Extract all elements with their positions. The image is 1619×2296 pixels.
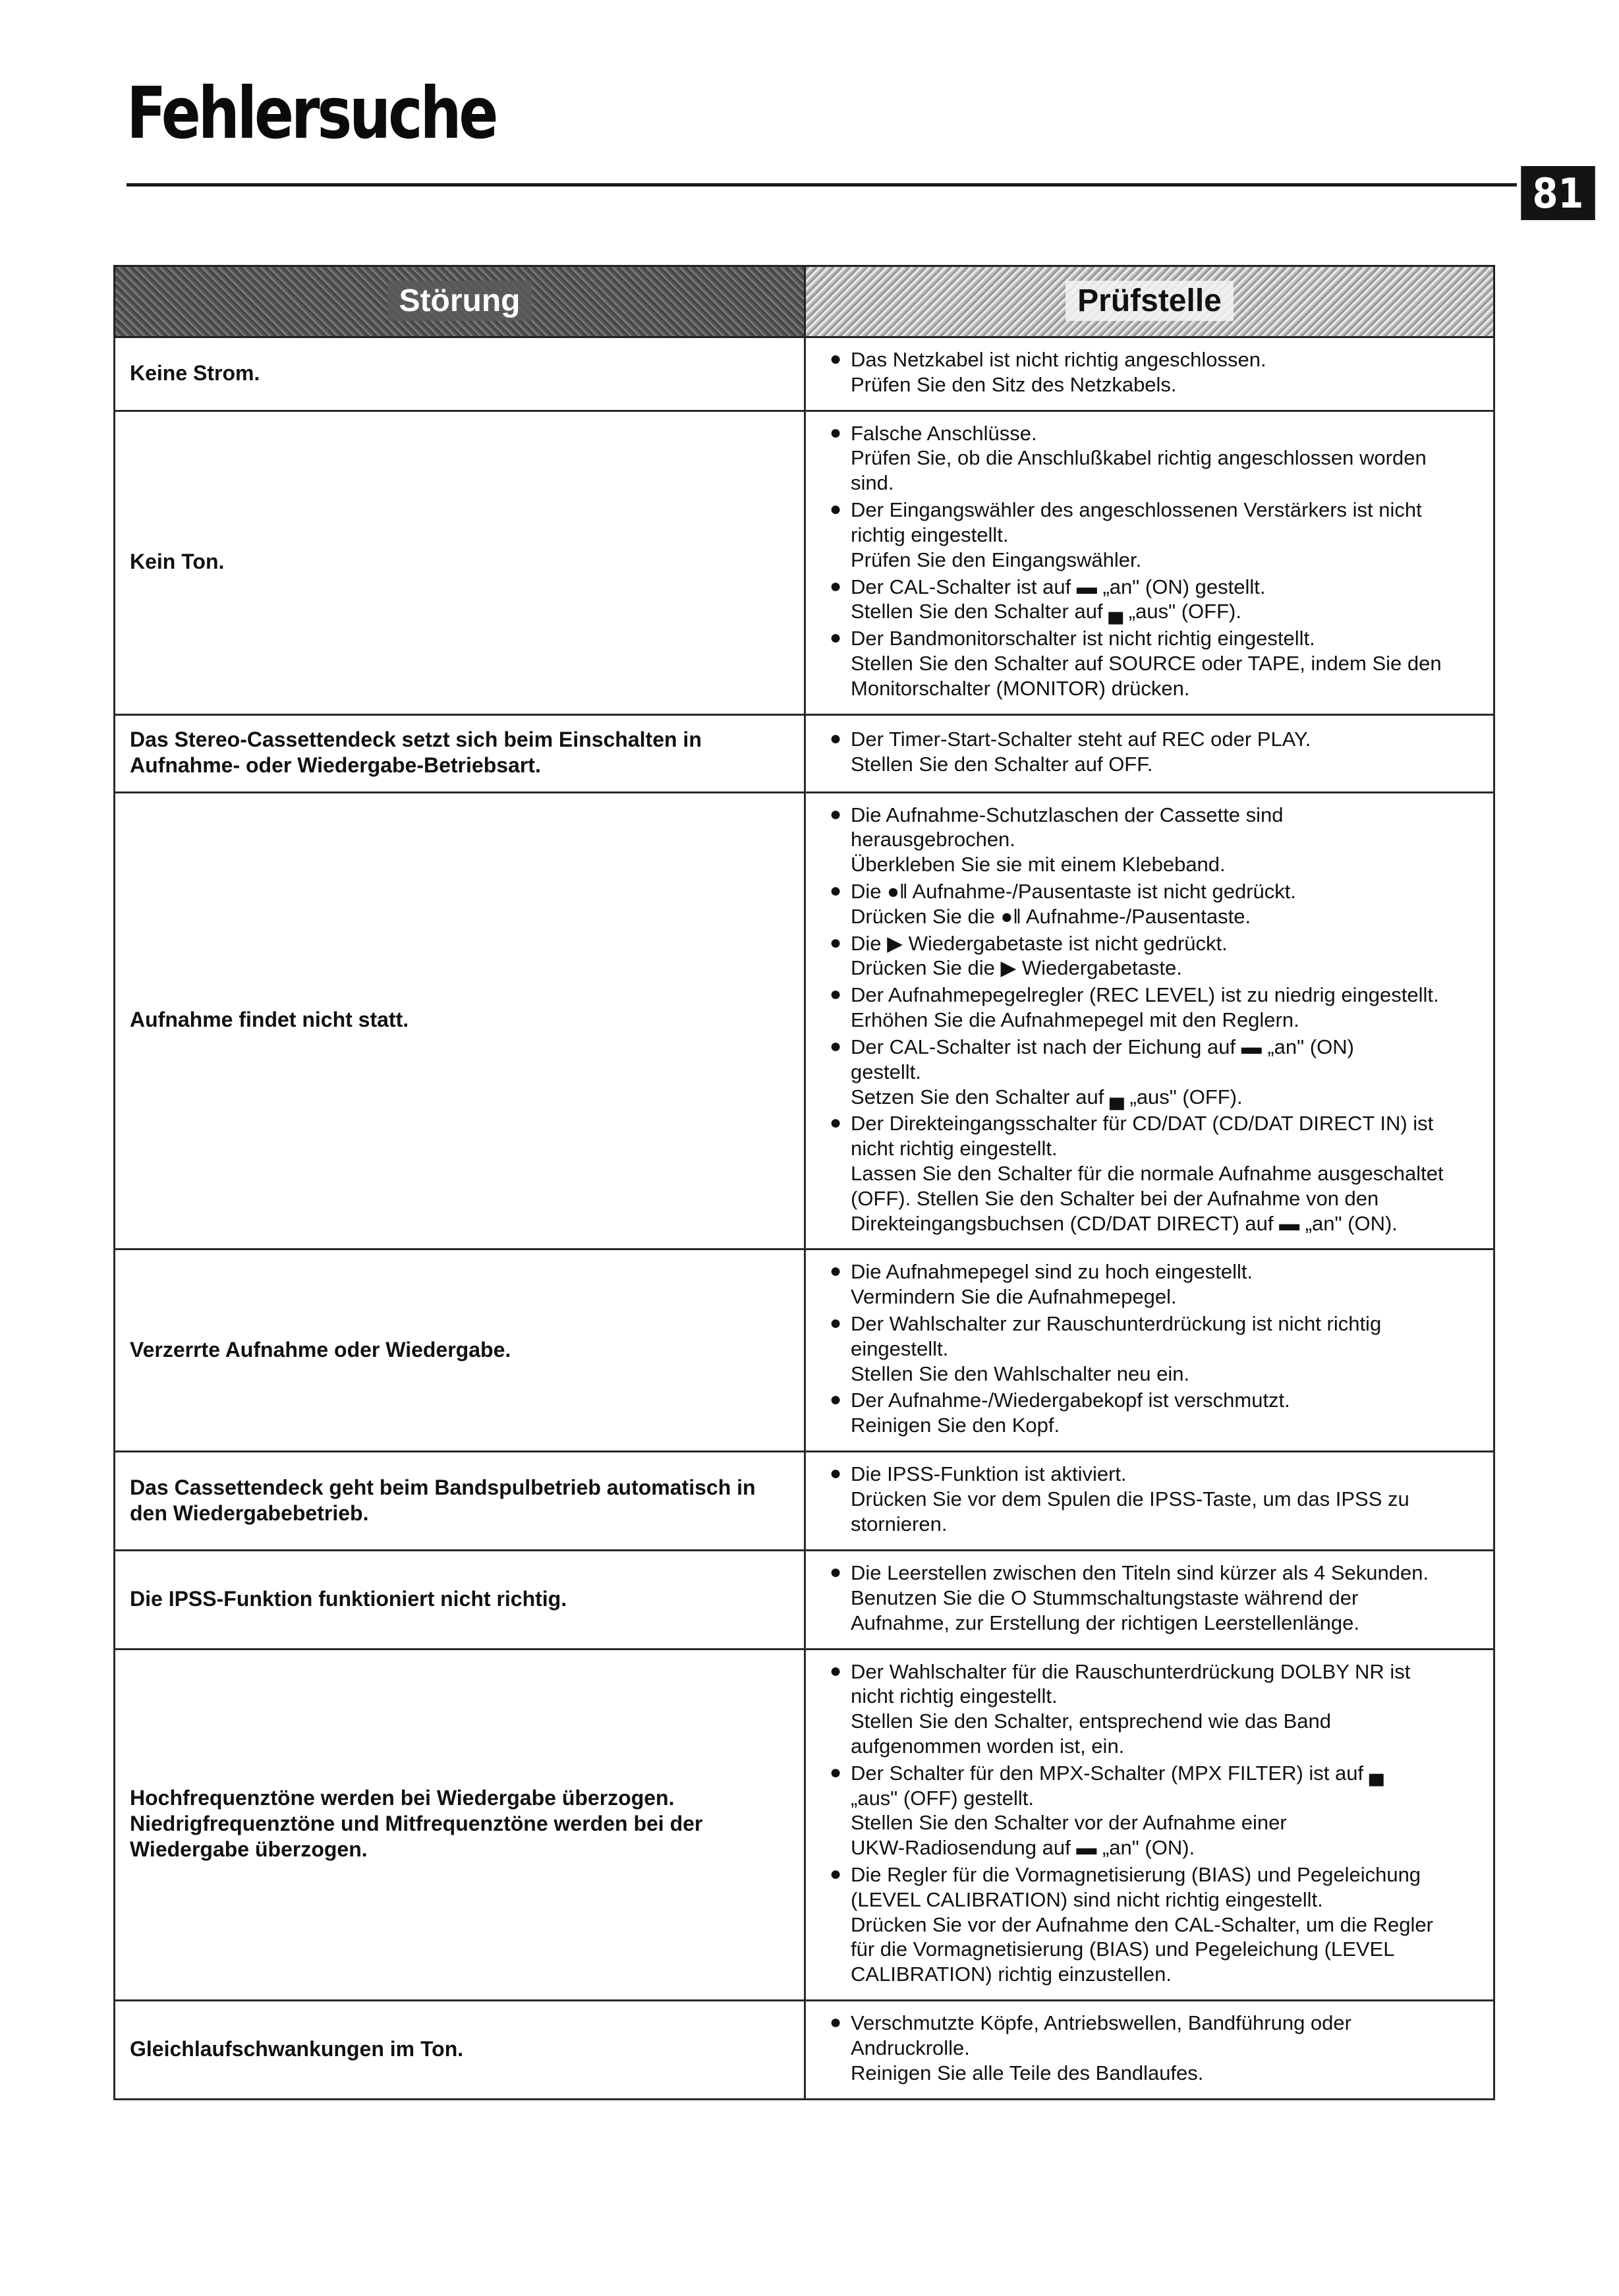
problem-line: den Wiedergabebetrieb.	[130, 1501, 369, 1525]
check-line: stornieren.	[851, 1512, 948, 1535]
check-line: Die ▶ Wiedergabetaste ist nicht gedrückt.	[851, 931, 1228, 955]
check-cell	[805, 1249, 1494, 1452]
problem-cell	[115, 1551, 805, 1649]
check-item	[820, 1311, 1479, 1386]
check-line: Stellen Sie den Schalter auf ▄ „aus" (OFF).	[851, 600, 1241, 623]
problem-cell	[115, 1649, 805, 2001]
check-line: Der Wahlschalter für die Rauschunterdrückung DOLBY NR ist	[851, 1659, 1411, 1683]
check-cell	[805, 714, 1494, 792]
check-line: Falsche Anschlüsse.	[851, 421, 1037, 445]
check-line: Lassen Sie den Schalter für die normale Aufnahme ausgeschaltet	[851, 1161, 1444, 1185]
bullet-icon: ●	[829, 1112, 842, 1134]
check-line: Der Aufnahmepegelregler (REC LEVEL) ist zu niedrig eingestellt.	[851, 983, 1439, 1007]
check-cell	[805, 411, 1494, 714]
bullet-icon: ●	[829, 1462, 842, 1485]
page-title: Fehlersuche	[127, 72, 496, 155]
check-item	[820, 1862, 1479, 1987]
check-item	[820, 727, 1479, 777]
check-line: Monitorschalter (MONITOR) drücken.	[851, 676, 1190, 700]
bullet-icon: ●	[829, 1035, 842, 1057]
check-cell	[805, 1551, 1494, 1649]
problem-line: Aufnahme findet nicht statt.	[130, 1008, 409, 1032]
table-header-row	[115, 266, 1494, 337]
troubleshooting-table	[113, 265, 1495, 2100]
problem-cell	[115, 714, 805, 792]
check-item	[820, 626, 1479, 701]
check-line: Stellen Sie den Schalter auf SOURCE oder TAPE, indem Sie den	[851, 651, 1442, 675]
check-line: UKW-Radiosendung auf ▬ „an" (ON).	[851, 1836, 1195, 1860]
check-line: Stellen Sie den Schalter vor der Aufnahme einer	[851, 1811, 1287, 1835]
check-line: Reinigen Sie alle Teile des Bandlaufes.	[851, 2061, 1204, 2084]
check-line: Prüfen Sie den Sitz des Netzkabels.	[851, 372, 1177, 396]
check-item	[820, 2011, 1479, 2085]
check-line: Stellen Sie den Wahlschalter neu ein.	[851, 1362, 1190, 1385]
check-line: Die Regler für die Vormagnetisierung (BIAS) und Pegeleichung	[851, 1863, 1421, 1886]
check-item	[820, 1761, 1479, 1860]
problem-line: Kein Ton.	[130, 550, 225, 574]
table-row	[115, 2001, 1494, 2100]
check-line: Vermindern Sie die Aufnahmepegel.	[851, 1285, 1177, 1309]
bullet-icon: ●	[829, 1659, 842, 1682]
problem-cell	[115, 792, 805, 1249]
check-line: Drücken Sie vor dem Spulen die IPSS-Taste, um das IPSS zu	[851, 1487, 1409, 1511]
check-line: Die Aufnahmepegel sind zu hoch eingestellt.	[851, 1260, 1253, 1284]
header-pruefstelle: Prüfstelle	[805, 266, 1494, 337]
check-line: Der CAL-Schalter ist nach der Eichung auf ▬ „an" (ON)	[851, 1035, 1354, 1058]
check-line: Der Direkteingangsschalter für CD/DAT (CD/DAT DIRECT IN) ist	[851, 1112, 1434, 1135]
bullet-icon: ●	[829, 348, 842, 370]
check-item	[820, 1462, 1479, 1536]
bullet-icon: ●	[829, 931, 842, 954]
check-line: Der Aufnahme-/Wiedergabekopf ist verschmutzt.	[851, 1389, 1290, 1412]
check-item	[820, 347, 1479, 397]
table-row	[115, 1649, 1494, 2001]
check-item	[820, 1259, 1479, 1309]
problem-line: Aufnahme- oder Wiedergabe-Betriebsart.	[130, 753, 541, 778]
problem-line: Gleichlaufschwankungen im Ton.	[130, 2037, 464, 2061]
check-line: Stellen Sie den Schalter auf OFF.	[851, 752, 1153, 776]
check-line: gestellt.	[851, 1060, 921, 1083]
bullet-icon: ●	[829, 627, 842, 649]
bullet-icon: ●	[829, 1761, 842, 1783]
table-row	[115, 1452, 1494, 1551]
bullet-icon: ●	[829, 1389, 842, 1411]
bullet-icon: ●	[829, 727, 842, 749]
bullet-icon: ●	[829, 498, 842, 521]
check-cell	[805, 792, 1494, 1249]
problem-line: Keine Strom.	[130, 360, 260, 385]
bullet-icon: ●	[829, 1561, 842, 1584]
check-item	[820, 575, 1479, 625]
check-line: Die ●‖ Aufnahme-/Pausentaste ist nicht gedrückt.	[851, 880, 1296, 903]
check-line: Das Netzkabel ist nicht richtig angeschlossen.	[851, 348, 1266, 371]
problem-cell	[115, 2001, 805, 2100]
check-line: für die Vormagnetisierung (BIAS) und Pegeleichung (LEVEL	[851, 1937, 1395, 1961]
check-line: Andruckrolle.	[851, 2036, 970, 2060]
check-line: Die Aufnahme-Schutzlaschen der Cassette sind	[851, 803, 1284, 826]
header-stoerung: Störung	[115, 266, 805, 337]
check-line: CALIBRATION) richtig einzustellen.	[851, 1963, 1172, 1986]
check-line: Aufnahme, zur Erstellung der richtigen Leerstellenlänge.	[851, 1611, 1360, 1634]
problem-line: Die IPSS-Funktion funktioniert nicht richtig.	[130, 1586, 567, 1611]
check-line: Verschmutzte Köpfe, Antriebswellen, Bandführung oder	[851, 2011, 1351, 2035]
check-item	[820, 879, 1479, 929]
check-line: Setzen Sie den Schalter auf ▄ „aus" (OFF).	[851, 1085, 1243, 1108]
table-row	[115, 411, 1494, 714]
check-line: richtig eingestellt.	[851, 523, 1009, 546]
check-cell	[805, 1452, 1494, 1551]
check-cell	[805, 2001, 1494, 2100]
bullet-icon: ●	[829, 1260, 842, 1282]
check-line: nicht richtig eingestellt.	[851, 1684, 1058, 1708]
bullet-icon: ●	[829, 1312, 842, 1334]
check-line: Drücken Sie vor der Aufnahme den CAL-Schalter, um die Regler	[851, 1912, 1433, 1936]
bullet-icon: ●	[829, 983, 842, 1006]
bullet-icon: ●	[829, 421, 842, 444]
check-line: Drücken Sie die ●‖ Aufnahme-/Pausentaste.	[851, 904, 1251, 928]
check-line: herausgebrochen.	[851, 828, 1015, 851]
check-line: Drücken Sie die ▶ Wiedergabetaste.	[851, 956, 1182, 980]
check-line: Prüfen Sie, ob die Anschlußkabel richtig angeschlossen worden	[851, 446, 1427, 470]
problem-line: Wiedergabe überzogen.	[130, 1837, 368, 1862]
check-line: Die IPSS-Funktion ist aktiviert.	[851, 1462, 1127, 1486]
check-line: Die Leerstellen zwischen den Titeln sind kürzer als 4 Sekunden.	[851, 1561, 1429, 1585]
check-line: Der Bandmonitorschalter ist nicht richtig eingestellt.	[851, 627, 1315, 650]
bullet-icon: ●	[829, 575, 842, 597]
table-row	[115, 1249, 1494, 1452]
problem-line: Niedrigfrequenztöne und Mitfrequenztöne werden bei der	[130, 1812, 703, 1836]
check-item	[820, 421, 1479, 496]
check-line: Überkleben Sie sie mit einem Klebeband.	[851, 853, 1226, 876]
check-item	[820, 1659, 1479, 1759]
check-line: eingestellt.	[851, 1336, 949, 1360]
check-line: Benutzen Sie die O Stummschaltungstaste während der	[851, 1586, 1359, 1609]
problem-line: Das Cassettendeck geht beim Bandspulbetrieb automatisch in	[130, 1475, 756, 1499]
check-line: Stellen Sie den Schalter, entsprechend wie das Band	[851, 1709, 1331, 1733]
check-line: aufgenommen worden ist, ein.	[851, 1734, 1125, 1758]
check-line: Der Schalter für den MPX-Schalter (MPX FILTER) ist auf ▄	[851, 1761, 1384, 1785]
bullet-icon: ●	[829, 880, 842, 902]
title-rule	[127, 183, 1517, 187]
check-line: (OFF). Stellen Sie den Schalter bei der Aufnahme von den	[851, 1186, 1379, 1210]
problem-line: Hochfrequenztöne werden bei Wiedergabe überzogen.	[130, 1786, 675, 1810]
problem-cell	[115, 411, 805, 714]
check-cell	[805, 1649, 1494, 2001]
check-line: nicht richtig eingestellt.	[851, 1137, 1058, 1161]
check-item	[820, 1388, 1479, 1438]
check-line: sind.	[851, 471, 894, 495]
page-number-badge: 81	[1521, 166, 1595, 220]
problem-line: Verzerrte Aufnahme oder Wiedergabe.	[130, 1337, 511, 1362]
table-row	[115, 714, 1494, 792]
problem-line: Das Stereo-Cassettendeck setzt sich beim Einschalten in	[130, 728, 702, 752]
check-line: Der Eingangswähler des angeschlossenen Verstärkers ist nicht	[851, 498, 1422, 522]
check-line: „aus" (OFF) gestellt.	[851, 1786, 1035, 1810]
check-line: Reinigen Sie den Kopf.	[851, 1414, 1060, 1437]
check-item	[820, 1111, 1479, 1236]
problem-cell	[115, 1452, 805, 1551]
check-item	[820, 1035, 1479, 1109]
problem-cell	[115, 1249, 805, 1452]
check-cell	[805, 337, 1494, 411]
table-row	[115, 792, 1494, 1249]
table-row	[115, 337, 1494, 411]
check-line: Der CAL-Schalter ist auf ▬ „an" (ON) gestellt.	[851, 575, 1266, 598]
check-line: Prüfen Sie den Eingangswähler.	[851, 548, 1142, 571]
check-item	[820, 803, 1479, 877]
check-item	[820, 1561, 1479, 1635]
check-line: Der Timer-Start-Schalter steht auf REC oder PLAY.	[851, 727, 1311, 751]
bullet-icon: ●	[829, 2011, 842, 2034]
check-item	[820, 983, 1479, 1033]
check-item	[820, 931, 1479, 981]
check-line: Direkteingangsbuchsen (CD/DAT DIRECT) auf ▬ „an" (ON).	[851, 1211, 1398, 1235]
check-item	[820, 498, 1479, 572]
check-line: Der Wahlschalter zur Rauschunterdrückung ist nicht richtig	[851, 1312, 1382, 1335]
bullet-icon: ●	[829, 1863, 842, 1885]
check-line: (LEVEL CALIBRATION) sind nicht richtig eingestellt.	[851, 1887, 1323, 1911]
table-row	[115, 1551, 1494, 1649]
bullet-icon: ●	[829, 803, 842, 825]
check-line: Erhöhen Sie die Aufnahmepegel mit den Reglern.	[851, 1008, 1299, 1032]
problem-cell	[115, 337, 805, 411]
